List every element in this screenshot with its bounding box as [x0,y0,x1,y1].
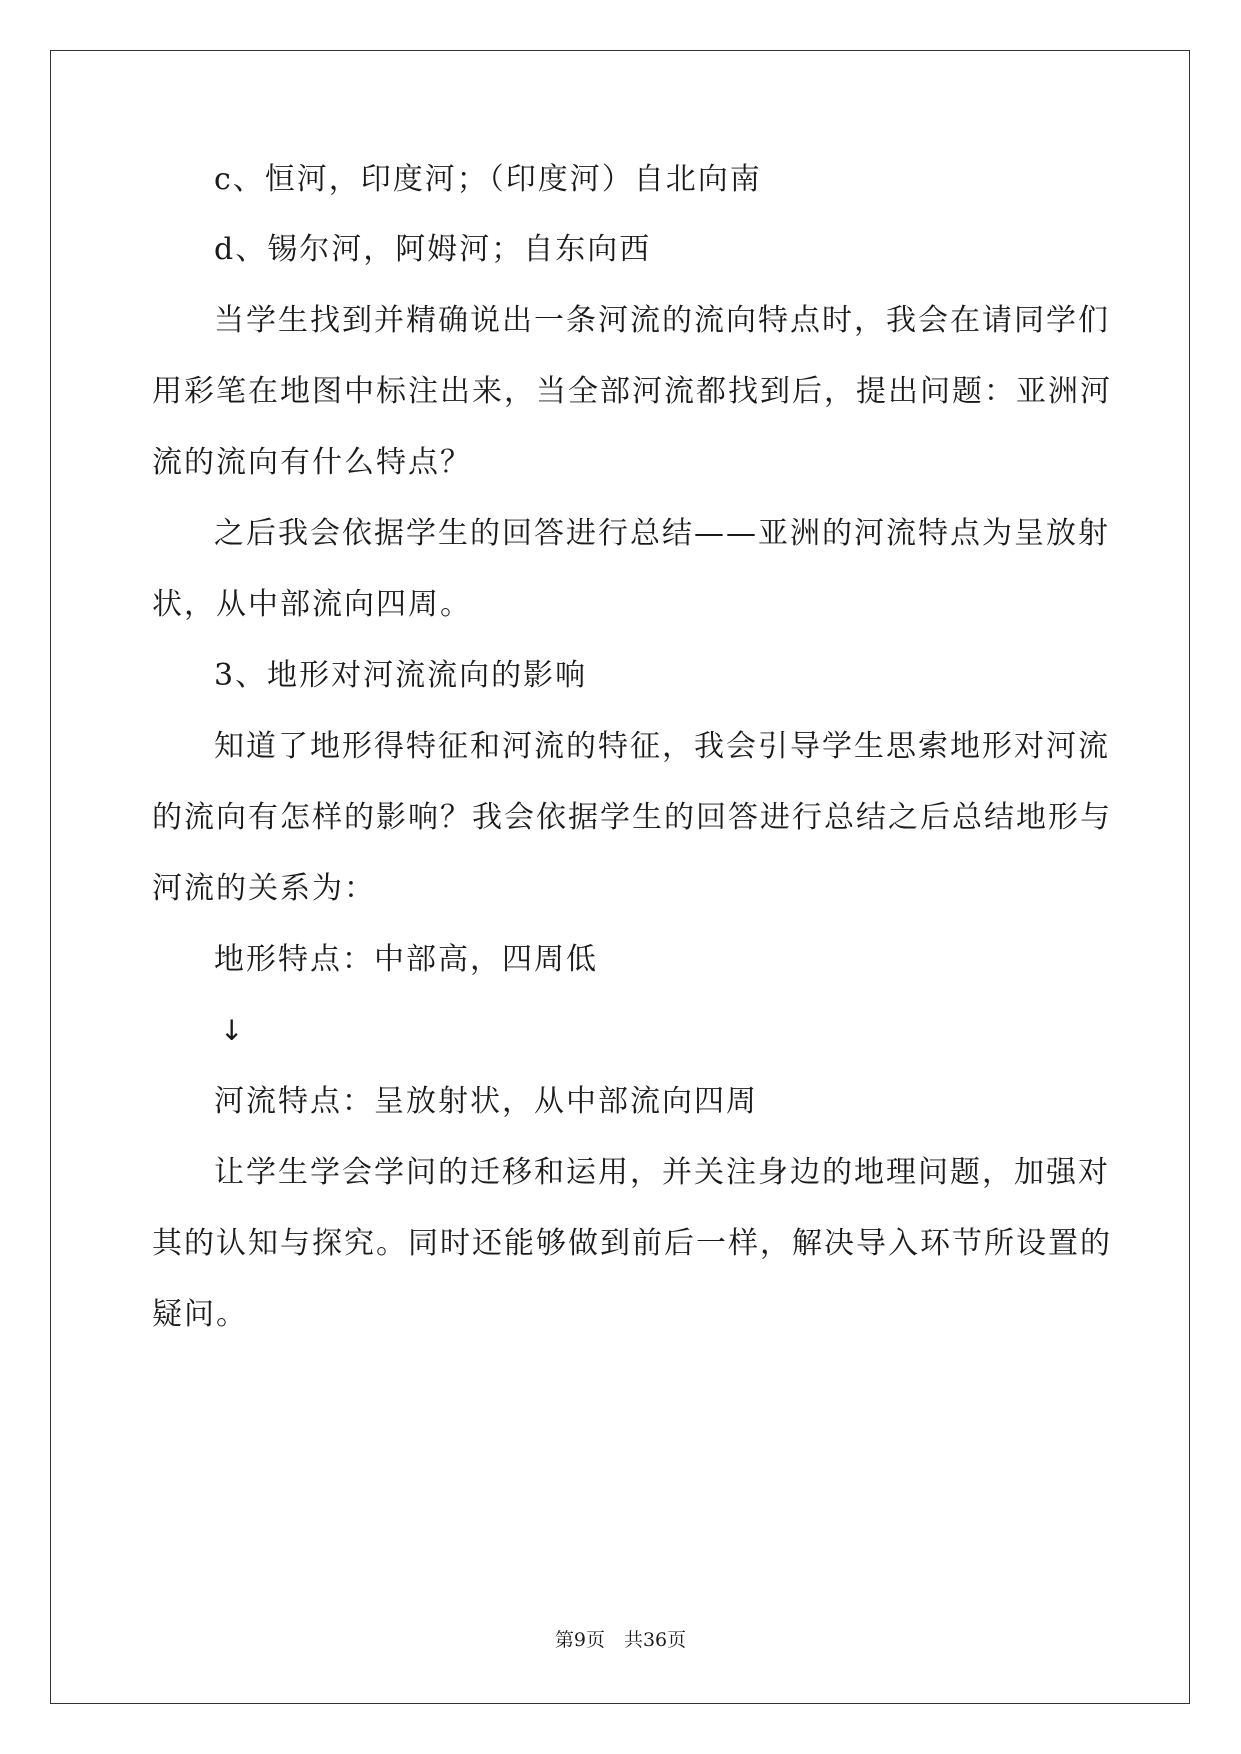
text-line: d、锡尔河，阿姆河；自东向西 [214,232,652,267]
text-line: 流的流向有什么特点？ [152,445,472,480]
text-line: 状，从中部流向四周。 [152,587,472,622]
text-line: 河流的关系为： [152,871,376,906]
text-line: 地形特点：中部高，四周低 [214,942,598,977]
text-line: 河流特点：呈放射状，从中部流向四周 [214,1084,758,1119]
text-line: 疑问。 [152,1297,248,1332]
text-line: 知道了地形得特征和河流的特征，我会引导学生思索地形对河流 [214,729,1110,764]
section-heading: 3、地形对河流流向的影响 [214,658,588,693]
page-number: 第9页 共36页 [554,1629,687,1651]
text-line: 之后我会依据学生的回答进行总结——亚洲的河流特点为呈放射 [214,516,1110,551]
text-line: 的流向有怎样的影响？我会依据学生的回答进行总结之后总结地形与 [152,800,1112,835]
text-line: 当学生找到并精确说出一条河流的流向特点时，我会在请同学们 [214,303,1110,338]
down-arrow-icon: ↓ [220,1014,246,1047]
text-line: c、恒河，印度河；（印度河）自北向南 [214,162,762,197]
text-line: 其的认知与探究。同时还能够做到前后一样，解决导入环节所设置的 [152,1226,1112,1261]
text-line: 用彩笔在地图中标注出来，当全部河流都找到后，提出问题：亚洲河 [152,374,1112,409]
text-line: 让学生学会学问的迁移和运用，并关注身边的地理问题，加强对 [214,1155,1110,1190]
